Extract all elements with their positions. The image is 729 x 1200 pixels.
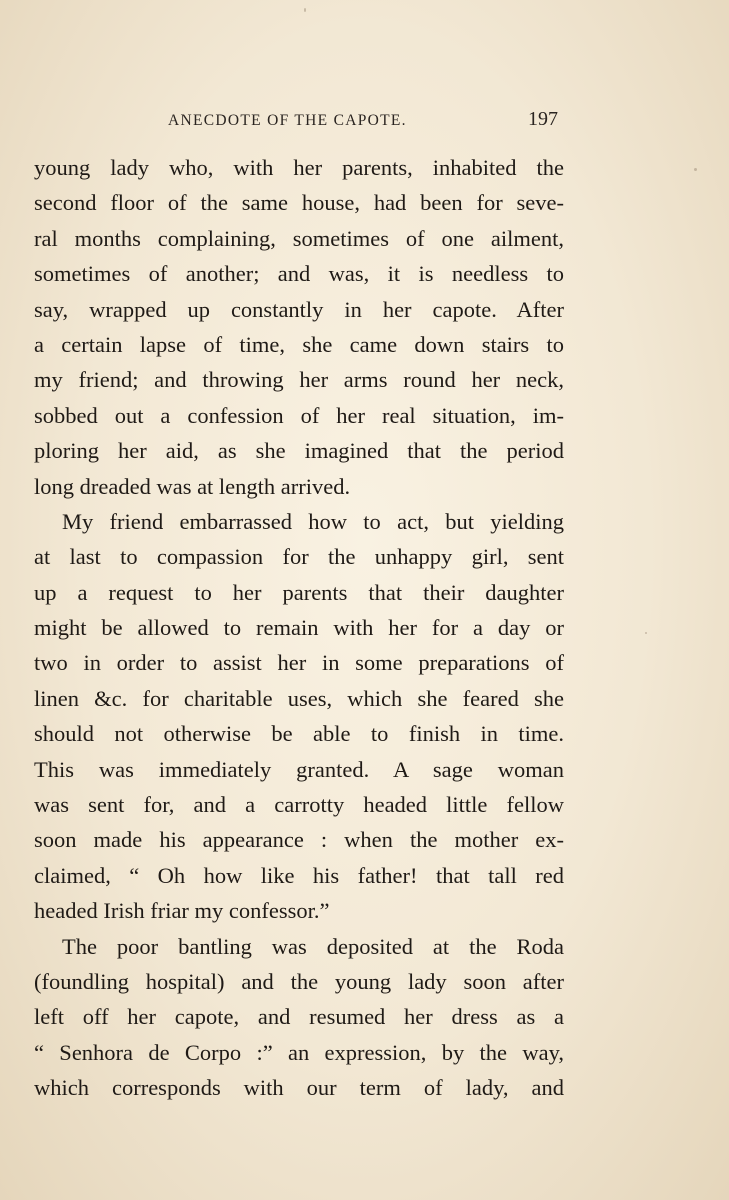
text-line: was sent for, and a carrotty headed little fellow: [34, 792, 564, 818]
running-title: ANECDOTE OF THE CAPOTE.: [168, 112, 407, 129]
text-line: which corresponds with our term of lady, and: [34, 1075, 564, 1101]
text-line: The poor bantling was deposited at the Roda: [62, 933, 564, 959]
text-line: linen &c. for charitable uses, which she feared she: [34, 685, 564, 711]
page-number: 197: [528, 108, 558, 130]
body-text: [34, 150, 564, 1106]
text-line: “ Senhora de Corpo :” an expression, by the way,: [34, 1039, 564, 1065]
paragraph-3: [34, 929, 564, 1106]
text-line: sobbed out a confession of her real situation, im-: [34, 402, 564, 428]
text-line: headed Irish friar my confessor.”: [34, 898, 330, 924]
text-line: soon made his appearance : when the mother ex-: [34, 827, 564, 853]
running-head: [168, 108, 560, 134]
text-line: sometimes of another; and was, it is needless to: [34, 261, 564, 287]
paragraph-1: [34, 150, 564, 504]
text-line: should not otherwise be able to finish in time.: [34, 721, 564, 747]
text-line: a certain lapse of time, she came down stairs to: [34, 331, 564, 357]
text-line: two in order to assist her in some preparations of: [34, 650, 564, 676]
text-line: (foundling hospital) and the young lady soon after: [34, 968, 564, 994]
text-line: claimed, “ Oh how like his father! that tall red: [34, 862, 564, 888]
text-line: second floor of the same house, had been for seve-: [34, 190, 564, 216]
paper-speck: [645, 632, 647, 634]
text-line: at last to compassion for the unhappy girl, sent: [34, 544, 564, 570]
text-line: ral months complaining, sometimes of one ailment,: [34, 225, 564, 251]
text-line: ploring her aid, as she imagined that the period: [34, 438, 564, 464]
text-line: long dreaded was at length arrived.: [34, 473, 351, 499]
text-line: left off her capote, and resumed her dress as a: [34, 1004, 564, 1030]
paper-speck: [304, 8, 306, 12]
text-line: say, wrapped up constantly in her capote. After: [34, 296, 564, 322]
text-line: young lady who, with her parents, inhabited the: [34, 155, 564, 180]
paragraph-2: [34, 504, 564, 929]
text-line: My friend embarrassed how to act, but yielding: [62, 508, 564, 534]
text-line: might be allowed to remain with her for a day or: [34, 615, 564, 641]
text-line: up a request to her parents that their daughter: [34, 579, 564, 605]
text-line: This was immediately granted. A sage woman: [34, 756, 564, 782]
paper-speck: [694, 168, 697, 171]
text-line: my friend; and throwing her arms round her neck,: [34, 367, 564, 393]
